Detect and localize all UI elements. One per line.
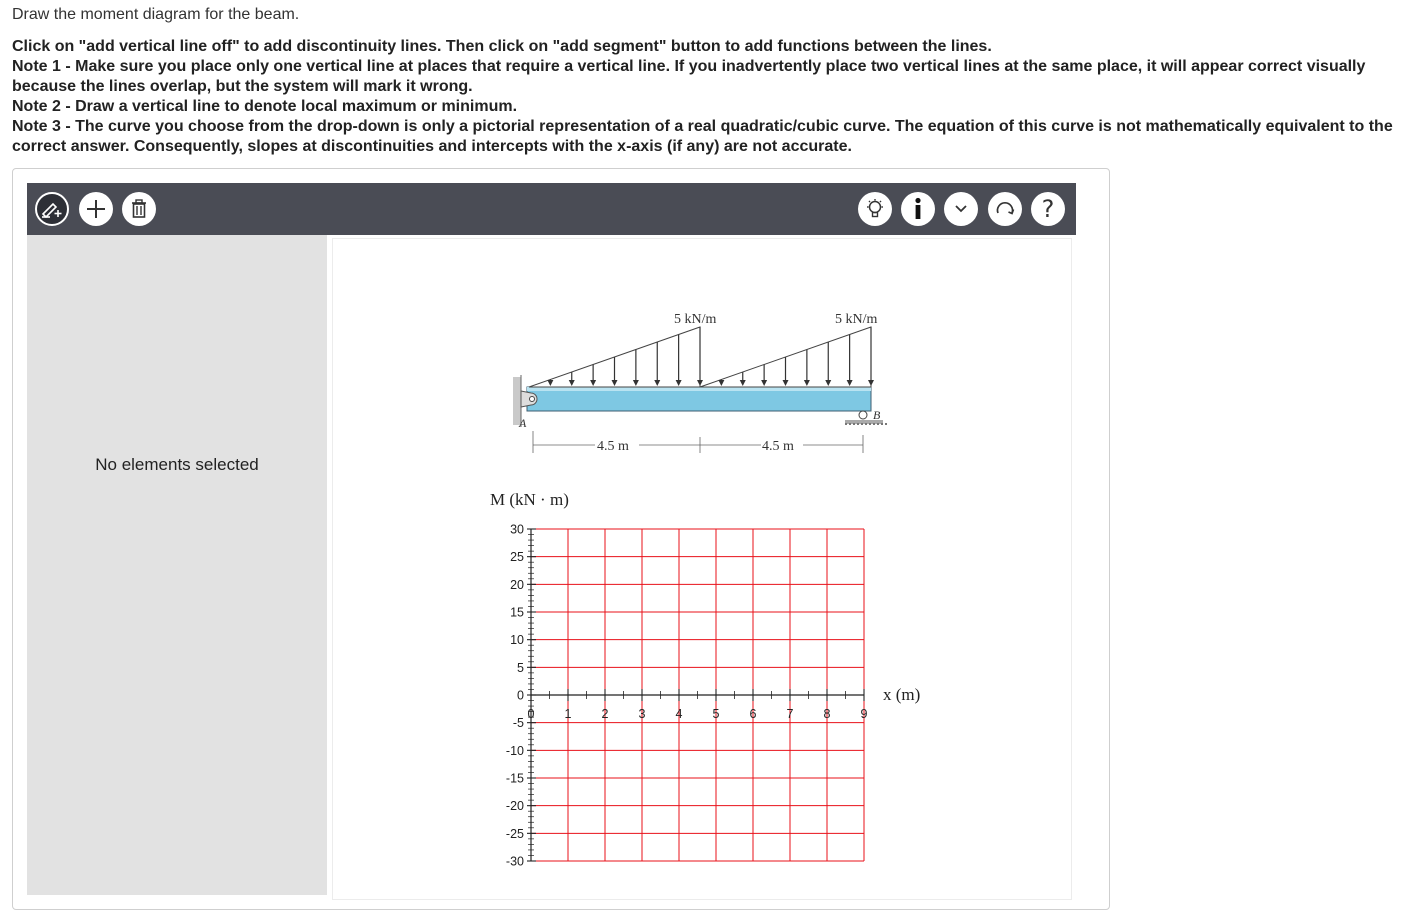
x-tick-label: 6	[749, 707, 757, 721]
load-arrowhead	[804, 380, 810, 386]
note-2: Note 2 - Draw a vertical line to denote local maximum or minimum.	[12, 98, 518, 115]
x-tick-label: 0	[527, 707, 535, 721]
y-tick-label: -20	[505, 799, 524, 814]
load-arrowhead	[612, 380, 618, 386]
delete-icon	[130, 199, 148, 219]
load-arrowhead	[761, 380, 767, 386]
y-tick-label: 15	[510, 605, 524, 620]
load-arrowhead	[868, 380, 874, 386]
y-tick-label: -15	[505, 771, 524, 786]
add-segment-button[interactable]	[79, 192, 113, 226]
load-arrowhead	[847, 380, 853, 386]
x-tick-label: 7	[786, 707, 794, 721]
load-arrowhead	[697, 380, 703, 386]
dimension-right: 4.5 m	[762, 439, 794, 454]
no-selection-message: No elements selected	[95, 455, 259, 474]
x-tick-label: 1	[564, 707, 572, 721]
x-axis-label: x (m)	[883, 685, 921, 704]
y-tick-label: -30	[505, 854, 524, 869]
dimension-left: 4.5 m	[597, 439, 629, 454]
note-1: Note 1 - Make sure you place only one vertical line at places that require a vertical line. If you inadvertently place two vertical lines at the same place, it will appear correct visually because the lines overlap, but the system will mark it wrong.	[12, 58, 1366, 95]
x-tick-label: 2	[601, 707, 609, 721]
instruction-line: Click on "add vertical line off" to add discontinuity lines. Then click on "add segment" button to add functions between the lines.	[12, 38, 992, 55]
instruction-notes	[12, 37, 1397, 157]
load-arrowhead	[633, 380, 639, 386]
support-label-a: A	[519, 416, 527, 430]
hint-button[interactable]	[858, 192, 892, 226]
note-3: Note 3 - The curve you choose from the drop-down is only a pictorial representation of a real quadratic/cubic curve. The equation of this curve is not mathematically equivalent to the correct answer. Consequently, slopes at discontinuities and intercepts with the x-axis (if any) are not accurate.	[12, 118, 1393, 155]
add-vertical-line-icon	[41, 200, 63, 218]
question-prompt: Draw the moment diagram for the beam.	[12, 6, 300, 23]
reset-button[interactable]	[988, 192, 1022, 226]
x-tick-label: 4	[675, 707, 683, 721]
x-tick-label: 5	[712, 707, 720, 721]
load-arrowhead	[569, 380, 575, 386]
hint-lightbulb-icon	[864, 198, 886, 220]
load-arrowhead	[654, 380, 660, 386]
y-tick-label: 0	[517, 688, 524, 703]
x-tick-label: 3	[638, 707, 646, 721]
info-button[interactable]	[901, 192, 935, 226]
load-arrowhead	[718, 380, 724, 386]
chevron-down-icon	[953, 203, 969, 215]
drawing-toolbar	[27, 183, 1076, 235]
info-icon	[907, 197, 929, 221]
x-tick-label: 8	[823, 707, 831, 721]
x-tick-label: 9	[860, 707, 868, 721]
beam-highlight	[527, 387, 871, 391]
roller-b	[859, 411, 867, 419]
load-arrowhead	[783, 380, 789, 386]
load-arrowhead	[547, 380, 553, 386]
delete-button[interactable]	[122, 192, 156, 226]
add-vertical-line-button[interactable]	[35, 192, 69, 226]
support-label-b: B	[873, 408, 881, 422]
y-tick-label: -5	[512, 716, 524, 731]
load-arrows	[547, 327, 874, 386]
drawing-canvas[interactable]	[333, 239, 1071, 899]
y-tick-label: 10	[510, 633, 524, 648]
properties-panel	[27, 235, 327, 895]
y-tick-label: -10	[505, 743, 524, 758]
y-tick-label: -25	[505, 826, 524, 841]
load-label-right: 5 kN/m	[835, 312, 878, 327]
load-arrowhead	[676, 380, 682, 386]
moment-chart-axes	[527, 529, 864, 861]
help-icon: ?	[1041, 195, 1055, 223]
load-label-left: 5 kN/m	[674, 312, 717, 327]
load-arrowhead	[825, 380, 831, 386]
reset-icon	[994, 198, 1016, 220]
expand-button[interactable]	[944, 192, 978, 226]
add-segment-icon	[85, 198, 107, 220]
y-tick-label: 25	[510, 550, 524, 565]
load-arrowhead	[590, 380, 596, 386]
beam-figure	[513, 312, 887, 454]
pin-a	[530, 397, 535, 402]
y-tick-label: 30	[510, 522, 524, 537]
help-button[interactable]	[1031, 192, 1065, 226]
canvas-svg	[333, 239, 1071, 899]
y-tick-label: 20	[510, 577, 524, 592]
load-arrowhead	[740, 380, 746, 386]
y-tick-label: 5	[517, 660, 524, 675]
y-axis-label: M (kN · m)	[490, 490, 569, 509]
